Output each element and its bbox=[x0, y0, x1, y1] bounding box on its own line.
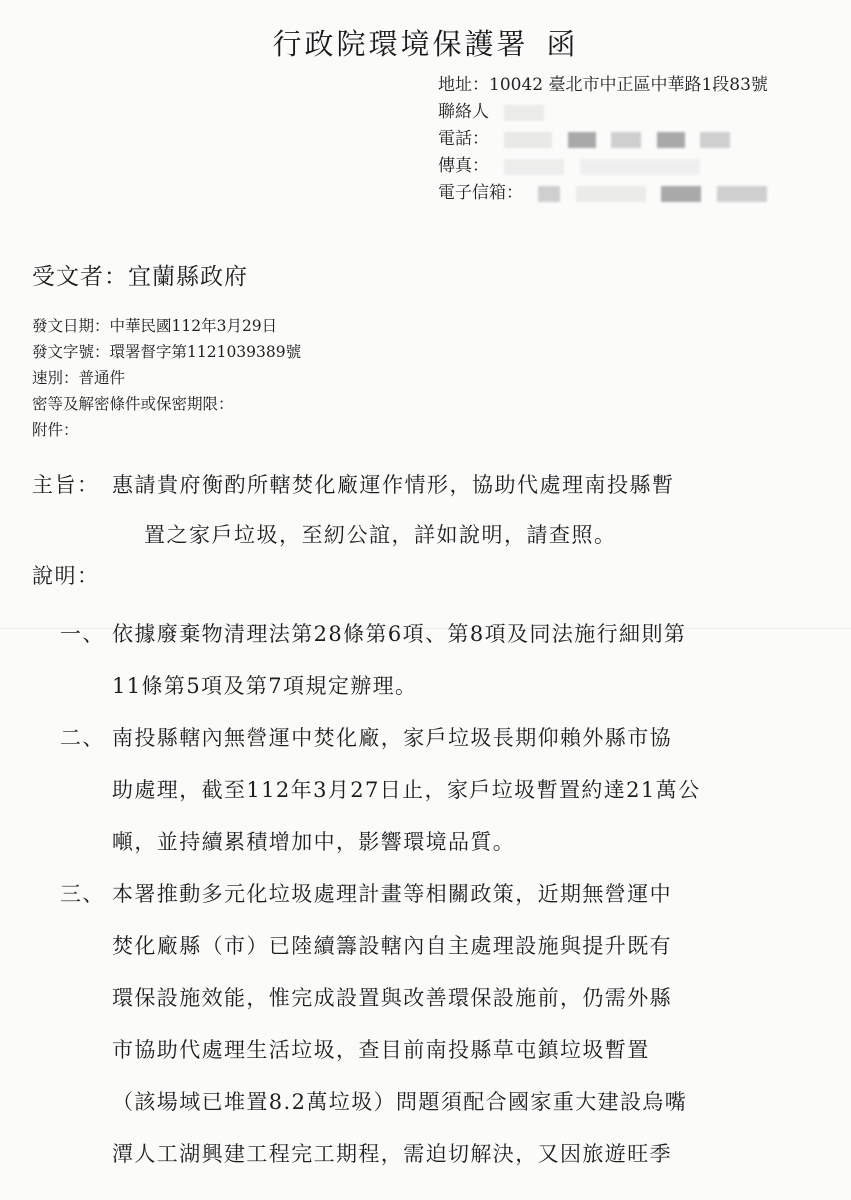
explanation-item bbox=[60, 608, 820, 712]
phone-line bbox=[438, 126, 818, 153]
subject-section bbox=[32, 460, 822, 560]
item-line: 市協助代處理生活垃圾，查目前南投縣草屯鎮垃圾暫置 bbox=[112, 1038, 650, 1062]
redacted-block bbox=[661, 186, 701, 202]
redacted-block bbox=[504, 159, 564, 175]
fax-label: 傳真： bbox=[438, 156, 489, 176]
redacted-block bbox=[538, 186, 560, 202]
redacted-block bbox=[657, 132, 685, 148]
subject-line-1: 惠請貴府衡酌所轄焚化廠運作情形，協助代處理南投縣暫 bbox=[112, 473, 675, 497]
fax-line bbox=[438, 153, 818, 180]
redacted-block bbox=[580, 159, 700, 175]
address-line: 地址：10042 臺北市中正區中華路1段83號 bbox=[438, 75, 768, 95]
explanation-heading: 說明： bbox=[32, 564, 100, 588]
redacted-block bbox=[568, 132, 596, 148]
item-number: 二、 bbox=[60, 726, 105, 750]
phone-label: 電話： bbox=[438, 129, 489, 149]
email-label: 電子信箱： bbox=[438, 183, 523, 203]
item-line: （該場域已堆置8.2萬垃圾）問題須配合國家重大建設烏嘴 bbox=[112, 1090, 688, 1114]
item-line: 南投縣轄內無營運中焚化廠，家戶垃圾長期仰賴外縣市協 bbox=[112, 726, 672, 750]
subject-label: 主旨： bbox=[32, 473, 100, 497]
issue-date: 發文日期：中華民國112年3月29日 bbox=[32, 317, 278, 335]
item-line: 依據廢棄物清理法第28條第6項、第8項及同法施行細則第 bbox=[112, 622, 687, 646]
explanation-item bbox=[60, 868, 820, 1180]
item-text bbox=[112, 712, 820, 868]
item-number: 三、 bbox=[60, 882, 105, 906]
redacted-block bbox=[576, 186, 646, 202]
attachments: 附件： bbox=[32, 421, 79, 439]
email-line bbox=[438, 180, 818, 207]
subject-body bbox=[112, 460, 822, 560]
redacted-block bbox=[611, 132, 641, 148]
redacted-block bbox=[504, 132, 552, 148]
item-number: 一、 bbox=[60, 622, 105, 646]
item-line: 環保設施效能，惟完成設置與改善環保設施前，仍需外縣 bbox=[112, 986, 672, 1010]
secrecy-level: 密等及解密條件或保密期限： bbox=[32, 395, 234, 413]
document-type: 函 bbox=[546, 27, 579, 61]
item-line: 本署推動多元化垃圾處理計畫等相關政策，近期無營運中 bbox=[112, 882, 672, 906]
item-line: 助處理，截至112年3月27日止，家戶垃圾暫置約達21萬公 bbox=[112, 778, 701, 802]
document-number: 發文字號：環署督字第1121039389號 bbox=[32, 343, 302, 361]
explanation-list bbox=[60, 608, 820, 1180]
item-line: 噸，並持續累積增加中，影響環境品質。 bbox=[112, 830, 516, 854]
item-text bbox=[112, 608, 820, 712]
delivery-speed: 速別：普通件 bbox=[32, 369, 126, 387]
item-text bbox=[112, 868, 820, 1180]
redacted-block bbox=[700, 132, 730, 148]
item-line: 11條第5項及第7項規定辦理。 bbox=[112, 674, 418, 698]
item-line: 潭人工湖興建工程完工期程，需迫切解決，又因旅遊旺季 bbox=[112, 1142, 672, 1166]
explanation-item bbox=[60, 712, 820, 868]
contact-block bbox=[438, 72, 818, 207]
contact-person-line bbox=[438, 99, 818, 126]
contact-person-label: 聯絡人 bbox=[438, 102, 489, 122]
agency-name: 行政院環境保護署 bbox=[272, 27, 529, 61]
redacted-block bbox=[504, 105, 544, 121]
redacted-block bbox=[717, 186, 767, 202]
letter-title bbox=[0, 22, 851, 63]
subject-line-2: 置之家戶垃圾，至紉公誼，詳如說明，請查照。 bbox=[144, 523, 617, 547]
document-metadata bbox=[32, 313, 301, 443]
recipient-line: 受文者：宜蘭縣政府 bbox=[32, 264, 248, 290]
item-line: 焚化廠縣（市）已陸續籌設轄內自主處理設施與提升既有 bbox=[112, 934, 672, 958]
